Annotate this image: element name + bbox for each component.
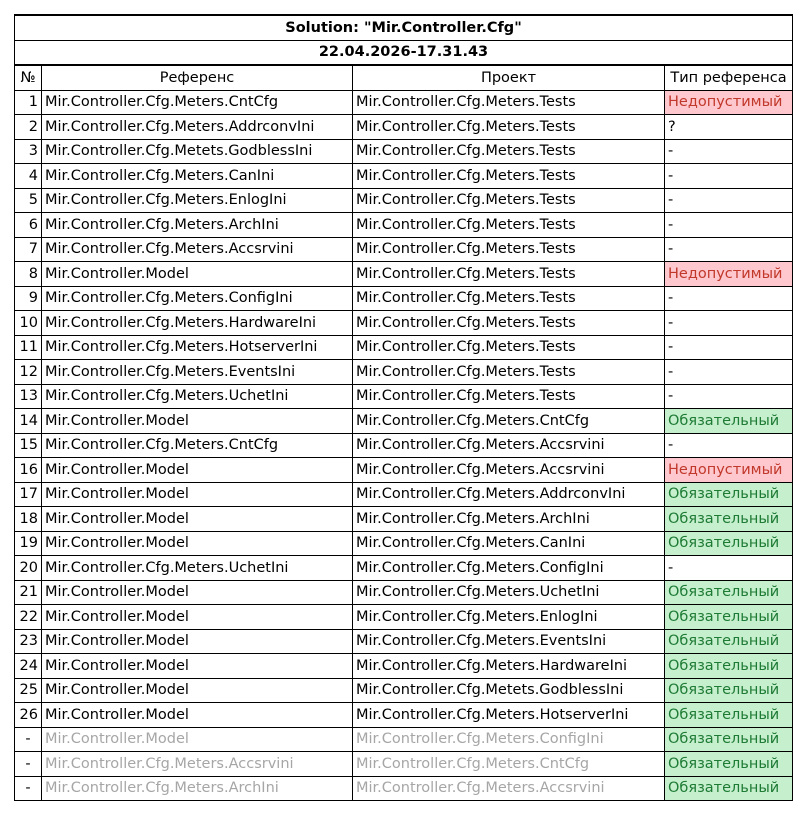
table-row	[15, 139, 793, 164]
project-cell[interactable]: Mir.Controller.Cfg.Meters.UchetIni	[353, 580, 665, 605]
row-number-cell[interactable]: -	[15, 752, 42, 777]
reference-cell[interactable]: Mir.Controller.Model	[42, 629, 353, 654]
reference-cell[interactable]: Mir.Controller.Cfg.Meters.HotserverIni	[42, 335, 353, 360]
row-number-cell[interactable]: 25	[15, 678, 42, 703]
project-cell[interactable]: Mir.Controller.Cfg.Meters.EventsIni	[353, 629, 665, 654]
reference-type-cell[interactable]: -	[665, 360, 793, 385]
timestamp-row	[15, 40, 793, 65]
reference-type-cell[interactable]: Обязательный	[665, 507, 793, 532]
reference-cell[interactable]: Mir.Controller.Model	[42, 605, 353, 630]
row-number-cell[interactable]: 22	[15, 605, 42, 630]
reference-cell[interactable]: Mir.Controller.Cfg.Meters.CntCfg	[42, 90, 353, 115]
reference-cell[interactable]: Mir.Controller.Model	[42, 678, 353, 703]
table-row	[15, 433, 793, 458]
reference-cell[interactable]: Mir.Controller.Model	[42, 727, 353, 752]
project-cell[interactable]: Mir.Controller.Cfg.Meters.Tests	[353, 335, 665, 360]
table-row	[15, 605, 793, 630]
solution-title[interactable]: Solution: "Mir.Controller.Cfg"	[15, 15, 793, 40]
reference-type-cell[interactable]: -	[665, 311, 793, 336]
table-row	[15, 458, 793, 483]
reference-cell[interactable]: Mir.Controller.Cfg.Meters.ConfigIni	[42, 286, 353, 311]
reference-type-cell[interactable]: Недопустимый	[665, 262, 793, 287]
reference-type-cell[interactable]: -	[665, 188, 793, 213]
reference-cell[interactable]: Mir.Controller.Cfg.Meters.Accsrvini	[42, 237, 353, 262]
reference-cell[interactable]: Mir.Controller.Cfg.Meters.UchetIni	[42, 384, 353, 409]
project-cell[interactable]: Mir.Controller.Cfg.Meters.Tests	[353, 237, 665, 262]
row-number-cell[interactable]: -	[15, 727, 42, 752]
reference-type-cell[interactable]: ?	[665, 115, 793, 140]
project-cell[interactable]: Mir.Controller.Cfg.Meters.Tests	[353, 311, 665, 336]
reference-cell[interactable]: Mir.Controller.Cfg.Meters.UchetIni	[42, 556, 353, 581]
row-number-cell[interactable]: 13	[15, 384, 42, 409]
reference-cell[interactable]: Mir.Controller.Cfg.Meters.CntCfg	[42, 433, 353, 458]
table-row	[15, 311, 793, 336]
table-row	[15, 409, 793, 434]
row-number-cell[interactable]: 5	[15, 188, 42, 213]
table-row	[15, 262, 793, 287]
row-number-cell[interactable]: 20	[15, 556, 42, 581]
project-cell[interactable]: Mir.Controller.Cfg.Meters.Accsrvini	[353, 433, 665, 458]
row-number-cell[interactable]: 21	[15, 580, 42, 605]
reference-type-cell[interactable]: Обязательный	[665, 703, 793, 728]
row-number-cell[interactable]: -	[15, 776, 42, 801]
reference-type-cell[interactable]: Обязательный	[665, 531, 793, 556]
project-cell[interactable]: Mir.Controller.Cfg.Meters.CntCfg	[353, 409, 665, 434]
row-number-cell[interactable]: 6	[15, 213, 42, 238]
reference-type-cell[interactable]: Обязательный	[665, 654, 793, 679]
row-number-cell[interactable]: 2	[15, 115, 42, 140]
header-num[interactable]: №	[15, 65, 42, 90]
title-row	[15, 15, 793, 40]
table-body	[15, 90, 793, 801]
project-cell[interactable]: Mir.Controller.Cfg.Meters.Accsrvini	[353, 776, 665, 801]
table-row	[15, 507, 793, 532]
project-cell[interactable]: Mir.Controller.Cfg.Meters.ArchIni	[353, 507, 665, 532]
header-project[interactable]: Проект	[353, 65, 665, 90]
project-cell[interactable]: Mir.Controller.Cfg.Meters.EnlogIni	[353, 605, 665, 630]
table-row	[15, 752, 793, 777]
reference-type-cell[interactable]: Обязательный	[665, 678, 793, 703]
table-row	[15, 629, 793, 654]
reference-cell[interactable]: Mir.Controller.Cfg.Meters.Accsrvini	[42, 752, 353, 777]
project-cell[interactable]: Mir.Controller.Cfg.Meters.AddrconvIni	[353, 482, 665, 507]
row-number-cell[interactable]: 9	[15, 286, 42, 311]
row-number-cell[interactable]: 18	[15, 507, 42, 532]
reference-cell[interactable]: Mir.Controller.Cfg.Meters.ArchIni	[42, 776, 353, 801]
reference-type-cell[interactable]: Обязательный	[665, 629, 793, 654]
header-reference-type[interactable]: Тип референса	[665, 65, 793, 90]
project-cell[interactable]: Mir.Controller.Cfg.Meters.Accsrvini	[353, 458, 665, 483]
reference-report-table	[14, 14, 793, 801]
table-row	[15, 335, 793, 360]
project-cell[interactable]: Mir.Controller.Cfg.Meters.ConfigIni	[353, 556, 665, 581]
reference-cell[interactable]: Mir.Controller.Model	[42, 458, 353, 483]
reference-cell[interactable]: Mir.Controller.Cfg.Meters.EnlogIni	[42, 188, 353, 213]
project-cell[interactable]: Mir.Controller.Cfg.Meters.Tests	[353, 188, 665, 213]
table-row	[15, 237, 793, 262]
reference-cell[interactable]: Mir.Controller.Model	[42, 262, 353, 287]
project-cell[interactable]: Mir.Controller.Cfg.Meters.Tests	[353, 360, 665, 385]
row-number-cell[interactable]: 12	[15, 360, 42, 385]
row-number-cell[interactable]: 1	[15, 90, 42, 115]
reference-type-cell[interactable]: -	[665, 556, 793, 581]
reference-cell[interactable]: Mir.Controller.Cfg.Meters.ArchIni	[42, 213, 353, 238]
project-cell[interactable]: Mir.Controller.Cfg.Meters.Tests	[353, 164, 665, 189]
reference-cell[interactable]: Mir.Controller.Cfg.Meters.AddrconvIni	[42, 115, 353, 140]
table-row	[15, 654, 793, 679]
project-cell[interactable]: Mir.Controller.Cfg.Meters.HardwareIni	[353, 654, 665, 679]
table-row	[15, 678, 793, 703]
reference-type-cell[interactable]: -	[665, 433, 793, 458]
row-number-cell[interactable]: 24	[15, 654, 42, 679]
table-row	[15, 776, 793, 801]
reference-type-cell[interactable]: -	[665, 213, 793, 238]
reference-type-cell[interactable]: Обязательный	[665, 776, 793, 801]
reference-cell[interactable]: Mir.Controller.Cfg.Meters.EventsIni	[42, 360, 353, 385]
reference-type-cell[interactable]: Обязательный	[665, 482, 793, 507]
table-row	[15, 482, 793, 507]
row-number-cell[interactable]: 4	[15, 164, 42, 189]
row-number-cell[interactable]: 26	[15, 703, 42, 728]
project-cell[interactable]: Mir.Controller.Cfg.Meters.CanIni	[353, 531, 665, 556]
row-number-cell[interactable]: 15	[15, 433, 42, 458]
table-row	[15, 164, 793, 189]
reference-cell[interactable]: Mir.Controller.Cfg.Meters.HardwareIni	[42, 311, 353, 336]
reference-cell[interactable]: Mir.Controller.Model	[42, 531, 353, 556]
row-number-cell[interactable]: 8	[15, 262, 42, 287]
reference-cell[interactable]: Mir.Controller.Cfg.Meters.CanIni	[42, 164, 353, 189]
header-reference[interactable]: Референс	[42, 65, 353, 90]
row-number-cell[interactable]: 10	[15, 311, 42, 336]
project-cell[interactable]: Mir.Controller.Cfg.Meters.Tests	[353, 90, 665, 115]
reference-type-cell[interactable]: Обязательный	[665, 752, 793, 777]
reference-cell[interactable]: Mir.Controller.Model	[42, 482, 353, 507]
table-row	[15, 580, 793, 605]
reference-type-cell[interactable]: -	[665, 286, 793, 311]
reference-type-cell[interactable]: -	[665, 164, 793, 189]
project-cell[interactable]: Mir.Controller.Cfg.Meters.Tests	[353, 213, 665, 238]
row-number-cell[interactable]: 11	[15, 335, 42, 360]
table-row	[15, 90, 793, 115]
table-row	[15, 188, 793, 213]
reference-cell[interactable]: Mir.Controller.Model	[42, 507, 353, 532]
reference-type-cell[interactable]: Недопустимый	[665, 458, 793, 483]
table-row	[15, 213, 793, 238]
table-row	[15, 384, 793, 409]
table-row	[15, 360, 793, 385]
row-number-cell[interactable]: 16	[15, 458, 42, 483]
table-row	[15, 115, 793, 140]
row-number-cell[interactable]: 3	[15, 139, 42, 164]
reference-type-cell[interactable]: Обязательный	[665, 409, 793, 434]
reference-type-cell[interactable]: -	[665, 237, 793, 262]
row-number-cell[interactable]: 23	[15, 629, 42, 654]
table-row	[15, 556, 793, 581]
reference-type-cell[interactable]: Обязательный	[665, 727, 793, 752]
reference-type-cell[interactable]: -	[665, 335, 793, 360]
table-row	[15, 286, 793, 311]
table-row	[15, 531, 793, 556]
project-cell[interactable]: Mir.Controller.Cfg.Meters.Tests	[353, 286, 665, 311]
project-cell[interactable]: Mir.Controller.Cfg.Meters.HotserverIni	[353, 703, 665, 728]
project-cell[interactable]: Mir.Controller.Cfg.Meters.ConfigIni	[353, 727, 665, 752]
table-row	[15, 727, 793, 752]
project-cell[interactable]: Mir.Controller.Cfg.Meters.Tests	[353, 384, 665, 409]
reference-cell[interactable]: Mir.Controller.Cfg.Metets.GodblessIni	[42, 139, 353, 164]
project-cell[interactable]: Mir.Controller.Cfg.Meters.CntCfg	[353, 752, 665, 777]
reference-cell[interactable]: Mir.Controller.Model	[42, 580, 353, 605]
reference-cell[interactable]: Mir.Controller.Model	[42, 409, 353, 434]
reference-cell[interactable]: Mir.Controller.Model	[42, 703, 353, 728]
row-number-cell[interactable]: 17	[15, 482, 42, 507]
project-cell[interactable]: Mir.Controller.Cfg.Metets.GodblessIni	[353, 678, 665, 703]
table-row	[15, 703, 793, 728]
reference-cell[interactable]: Mir.Controller.Model	[42, 654, 353, 679]
report-timestamp[interactable]: 22.04.2026-17.31.43	[15, 40, 793, 65]
reference-type-cell[interactable]: -	[665, 139, 793, 164]
row-number-cell[interactable]: 14	[15, 409, 42, 434]
row-number-cell[interactable]: 7	[15, 237, 42, 262]
reference-type-cell[interactable]: -	[665, 384, 793, 409]
header-row	[15, 65, 793, 90]
row-number-cell[interactable]: 19	[15, 531, 42, 556]
project-cell[interactable]: Mir.Controller.Cfg.Meters.Tests	[353, 262, 665, 287]
project-cell[interactable]: Mir.Controller.Cfg.Meters.Tests	[353, 139, 665, 164]
project-cell[interactable]: Mir.Controller.Cfg.Meters.Tests	[353, 115, 665, 140]
reference-type-cell[interactable]: Обязательный	[665, 605, 793, 630]
reference-type-cell[interactable]: Недопустимый	[665, 90, 793, 115]
reference-type-cell[interactable]: Обязательный	[665, 580, 793, 605]
